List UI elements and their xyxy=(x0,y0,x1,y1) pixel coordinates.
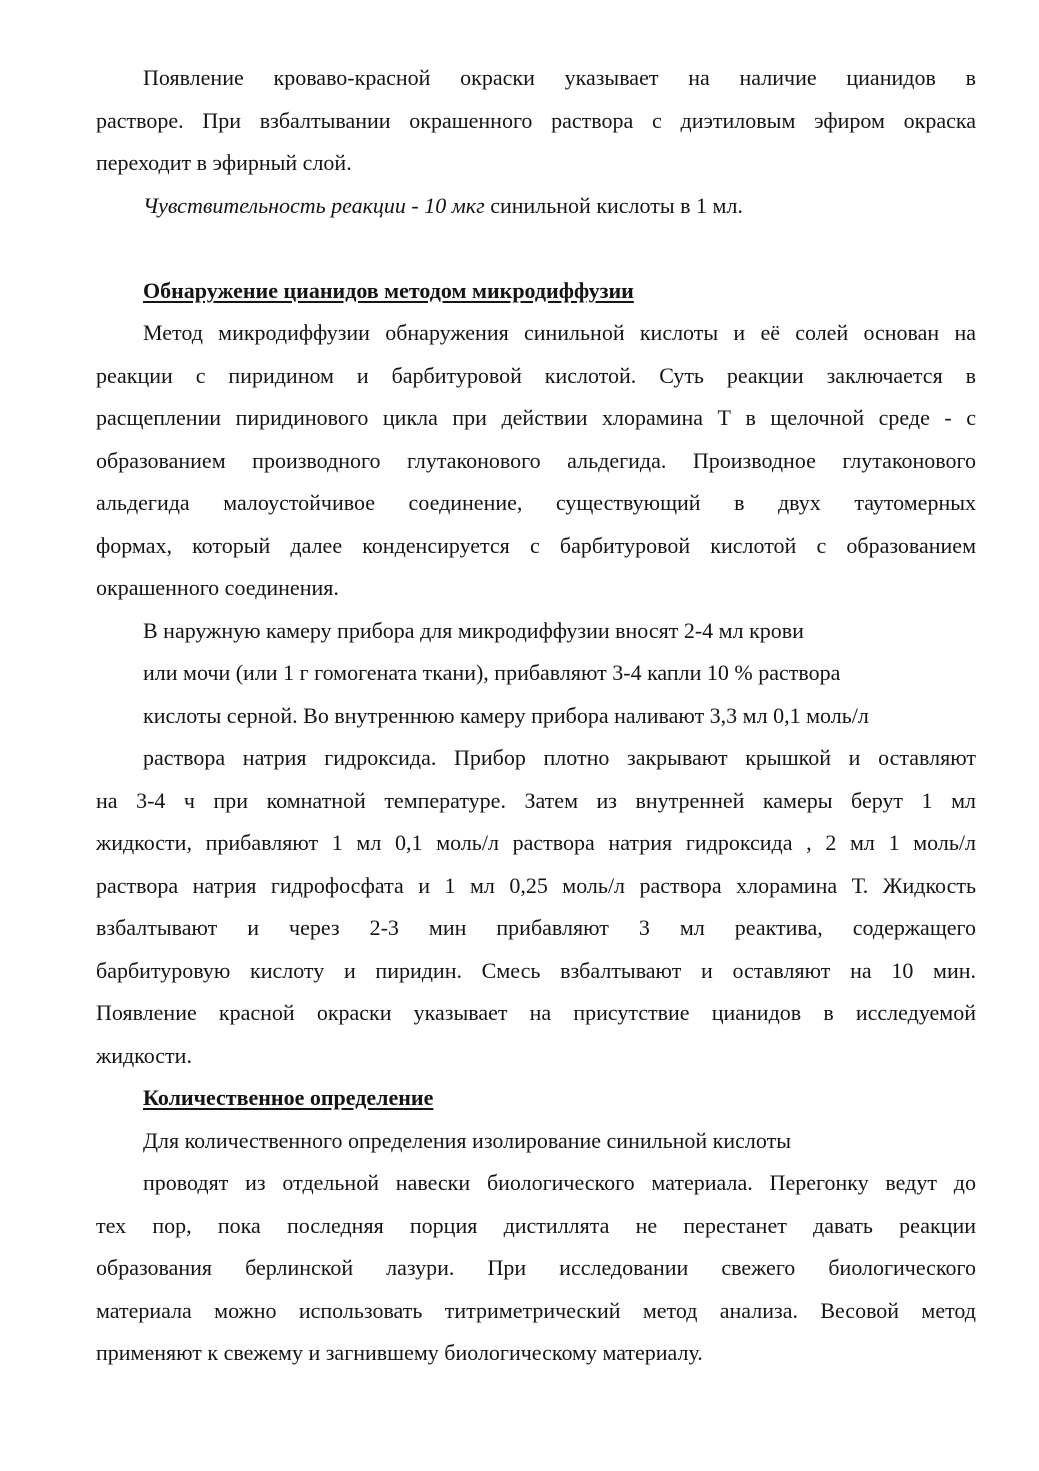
para3-line: В наружную камеру прибора для микродиффузии вносят 2-4 мл крови xyxy=(143,618,804,643)
para2-line: альдегида малоустойчивое соединение, существующий в двух таутомерных xyxy=(96,490,976,515)
para3-line: или мочи (или 1 г гомогената ткани), прибавляют 3-4 капли 10 % раствора xyxy=(143,660,841,685)
para4-line: Для количественного определения изолирование синильной кислоты xyxy=(143,1128,791,1153)
para1-line1: Появление кроваво-красной окраски указывает на наличие цианидов в xyxy=(143,65,976,90)
para3-line: раствора натрия гидрофосфата и 1 мл 0,25 моль/л раствора хлорамина Т. Жидкость xyxy=(96,873,976,898)
para3-line: жидкости, прибавляют 1 мл 0,1 моль/л раствора натрия гидроксида , 2 мл 1 моль/л xyxy=(96,830,976,855)
para4-line: материала можно использовать титриметрический метод анализа. Весовой метод xyxy=(96,1298,976,1323)
para1-line3: переходит в эфирный слой. xyxy=(96,150,352,175)
para3-line: жидкости. xyxy=(96,1043,192,1068)
para3-line: на 3-4 ч при комнатной температуре. Затем из внутренней камеры берут 1 мл xyxy=(96,788,976,813)
para2-line: реакции с пиридином и барбитуровой кислотой. Суть реакции заключается в xyxy=(96,363,976,388)
para4-line: образования берлинской лазури. При исследовании свежего биологического xyxy=(96,1255,976,1280)
para4-line: проводят из отдельной навески биологического материала. Перегонку ведут до xyxy=(143,1170,976,1195)
para4-line: применяют к свежему и загнившему биологическому материалу. xyxy=(96,1340,703,1365)
para4-line: тех пор, пока последняя порция дистиллята не перестанет давать реакции xyxy=(96,1213,976,1238)
sensitivity-rest: синильной кислоты в 1 мл. xyxy=(484,193,743,218)
para2-line: Метод микродиффузии обнаружения синильной кислоты и её солей основан на xyxy=(143,320,976,345)
para3-line: кислоты серной. Во внутреннюю камеру прибора наливают 3,3 мл 0,1 моль/л xyxy=(143,703,869,728)
para3-line: барбитуровую кислоту и пиридин. Смесь взбалтывают и оставляют на 10 мин. xyxy=(96,958,976,983)
sensitivity-italic: Чувствительность реакции - 10 мкг xyxy=(143,193,485,218)
para2-line: формах, который далее конденсируется с барбитуровой кислотой с образованием xyxy=(96,533,976,558)
heading-microdiffusion: Обнаружение цианидов методом микродиффузии xyxy=(143,278,634,303)
para2-line: образованием производного глутаконового альдегида. Производное глутаконового xyxy=(96,448,976,473)
para3-line: взбалтывают и через 2-3 мин прибавляют 3 мл реактива, содержащего xyxy=(96,915,976,940)
para1-line2: растворе. При взбалтывании окрашенного раствора с диэтиловым эфиром окраска xyxy=(96,108,976,133)
para2-line: окрашенного соединения. xyxy=(96,575,339,600)
para3-line: Появление красной окраски указывает на присутствие цианидов в исследуемой xyxy=(96,1000,976,1025)
sensitivity-line xyxy=(143,191,976,221)
para3-line: раствора натрия гидроксида. Прибор плотно закрывают крышкой и оставляют xyxy=(143,745,976,770)
para2-line: расщеплении пиридинового цикла при действии хлорамина Т в щелочной среде - с xyxy=(96,405,976,430)
heading-quantitative: Количественное определение xyxy=(143,1085,434,1110)
